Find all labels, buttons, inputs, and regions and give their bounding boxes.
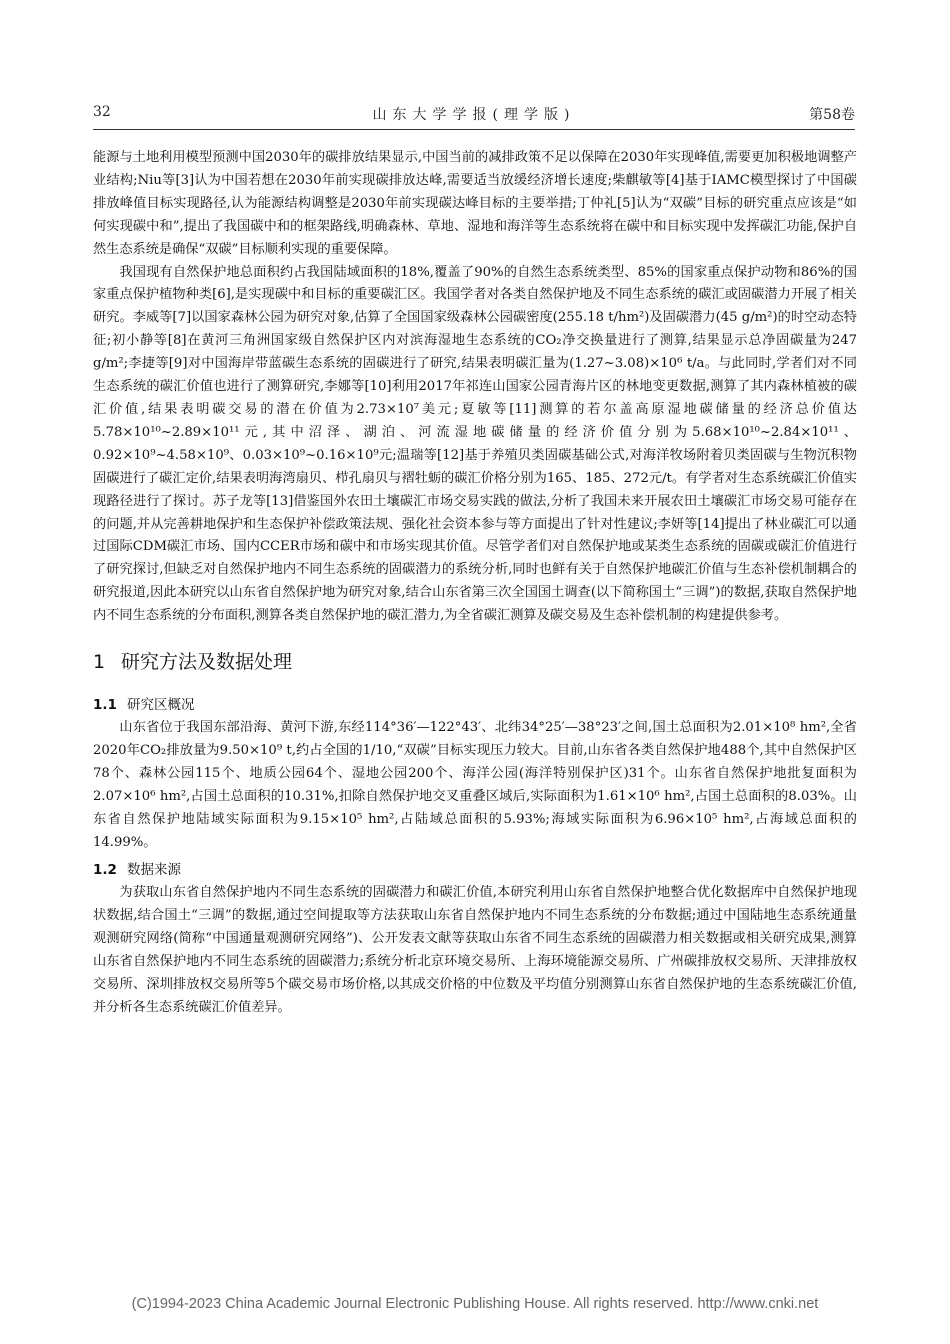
subsection-title: 数据来源 bbox=[127, 862, 181, 879]
paragraph-study-area: 山东省位于我国东部沿海、黄河下游,东经114°36′—122°43′、北纬34°25′—38°23′之间,国土总面积为2.01×10⁸ hm²,全省2020年CO₂排放量为9.50×10⁹ t,约占全国的1/10,“双碳”目标实现压力较大。目前,山东省各类自然保护地488个,其中自然保护区78个、森林公园115个、地质公园64个、湿地公园200个、海洋公园(海洋特别保护区)31个。山东省自然保护地批复面积为2.07×10⁶ hm²,占国土总面积的10.31%,扣除自然保护地交叉重叠区域后,实际面积为1.61×10⁶ hm²,占国土总面积的8.03%。山东省自然保护地陆域实际面积为9.15×10⁵ hm²,占陆域总面积的5.93%;海域实际面积为6.96×10⁵ hm²,占海域总面积的14.99%。 bbox=[93, 720, 857, 850]
subsection-heading-1-2 bbox=[93, 859, 857, 882]
paragraph-literature: 我国现有自然保护地总面积约占我国陆域面积的18%,覆盖了90%的自然生态系统类型、85%的国家重点保护动物和86%的国家重点保护植物种类[6],是实现碳中和目标的重要碳汇区。我国学者对各类自然保护地及不同生态系统的碳汇或固碳潜力开展了相关研究。李威等[7]以国家森林公园为研究对象,估算了全国国家级森林公园碳密度(255.18 t/hm²)及固碳潜力(45 g/m²)的时空动态特征;初小静等[8]在黄河三角洲国家级自然保护区内对滨海湿地生态系统的CO₂净交换量进行了测算,结果显示总净固碳量为247 g/m²;李捷等[9]对中国海岸带蓝碳生态系统的固碳进行了研究,结果表明碳汇量为(1.27~3.08)×10⁶ t/a。与此同时,学者们对不同生态系统的碳汇价值也进行了测算研究,李娜等[10]利用2017年祁连山国家公园青海片区的林地变更数据,测算了其内森林植被的碳汇价值,结果表明碳交易的潜在价值为2.73×10⁷美元;夏敏等[11]测算的若尔盖高原湿地碳储量的经济总价值达5.78×10¹⁰~2.89×10¹¹元,其中沼泽、湖泊、河流湿地碳储量的经济价值分别为5.68×10¹⁰~2.84×10¹¹、0.92×10⁹~4.58×10⁹、0.03×10⁹~0.16×10⁹元;温瑞等[12]基于养殖贝类固碳基础公式,对海洋牧场附着贝类固碳与生物沉积物固碳进行了碳汇定价,结果表明海湾扇贝、栉孔扇贝与褶牡蛎的碳汇价格分别为165、185、272元/t。有学者对生态系统碳汇价值实现路径进行了探讨。苏子龙等[13]借鉴国外农田土壤碳汇市场交易实践的做法,分析了我国未来开展农田土壤碳汇市场交易可能存在的问题,并从完善耕地保护和生态保护补偿政策法规、强化社会资本参与等方面提出了针对性建议;李妍等[14]提出了林业碳汇可以通过国际CDM碳汇市场、国内CCER市场和碳中和市场实现其价值。尽管学者们对自然保护地或某类生态系统的固碳或碳汇价值进行了研究探讨,但缺乏对自然保护地内不同生态系统的固碳潜力的系统分析,同时也鲜有关于自然保护地碳汇价值与生态补偿机制耦合的研究报道,因此本研究以山东省自然保护地为研究对象,结合山东省第三次全国国土调查(以下简称国土“三调”)的数据,获取自然保护地内不同生态系统的分布面积,测算各类自然保护地的碳汇潜力,为全省碳汇测算及碳交易及生态补偿机制的构建提供参考。 bbox=[93, 264, 857, 624]
running-header bbox=[93, 104, 855, 126]
section-title: 研究方法及数据处理 bbox=[121, 651, 293, 674]
subsection-title: 研究区概况 bbox=[127, 697, 195, 714]
volume-label: 第58卷 bbox=[809, 107, 855, 123]
subsection-number: 1.2 bbox=[93, 862, 117, 879]
section-heading bbox=[93, 648, 857, 676]
journal-title: 山东大学学报(理学版) bbox=[372, 107, 576, 123]
subsection-heading-1-1 bbox=[93, 694, 857, 717]
article-body bbox=[93, 147, 857, 1020]
subsection-number: 1.1 bbox=[93, 697, 117, 714]
page-number: 32 bbox=[93, 104, 111, 120]
paragraph-continuation: 能源与土地利用模型预测中国2030年的碳排放结果显示,中国当前的减排政策不足以保障在2030年实现峰值,需要更加积极地调整产业结构;Niu等[3]认为中国若想在2030年前实现碳排放达峰,需要适当放缓经济增长速度;柴麒敏等[4]基于IAMC模型探讨了中国碳排放峰值目标实现路径,认为能源结构调整是2030年前实现碳达峰目标的主要举措;丁仲礼[5]认为“双碳”目标的研究重点应该是“如何实现碳中和”,提出了我国碳中和的框架路线,明确森林、草地、湿地和海洋等生态系统将在碳中和目标实现中发挥碳汇功能,保护自然生态系统是确保“双碳”目标顺利实现的重要保障。 bbox=[93, 150, 857, 257]
copyright-footer: (C)1994-2023 China Academic Journal Electronic Publishing House. All rights reserved. http://www.cnki.net bbox=[131, 1296, 819, 1312]
paragraph-data-source: 为获取山东省自然保护地内不同生态系统的固碳潜力和碳汇价值,本研究利用山东省自然保护地整合优化数据库中自然保护地现状数据,结合国土“三调”的数据,通过空间提取等方法获取山东省自然保护地内不同生态系统的分布数据;通过中国陆地生态系统通量观测研究网络(简称“中国通量观测研究网络”)、公开发表文献等获取山东省不同生态系统的固碳潜力相关数据或相关研究成果,测算山东省自然保护地内不同生态系统的固碳潜力;系统分析北京环境交易所、上海环境能源交易所、广州碳排放权交易所、天津排放权交易所、深圳排放权交易所等5个碳交易市场价格,以其成交价格的中位数及平均值分别测算山东省自然保护地的生态系统碳汇价值,并分析各生态系统碳汇价值差异。 bbox=[93, 885, 857, 1015]
header-rule bbox=[93, 129, 855, 130]
section-number: 1 bbox=[93, 651, 106, 674]
